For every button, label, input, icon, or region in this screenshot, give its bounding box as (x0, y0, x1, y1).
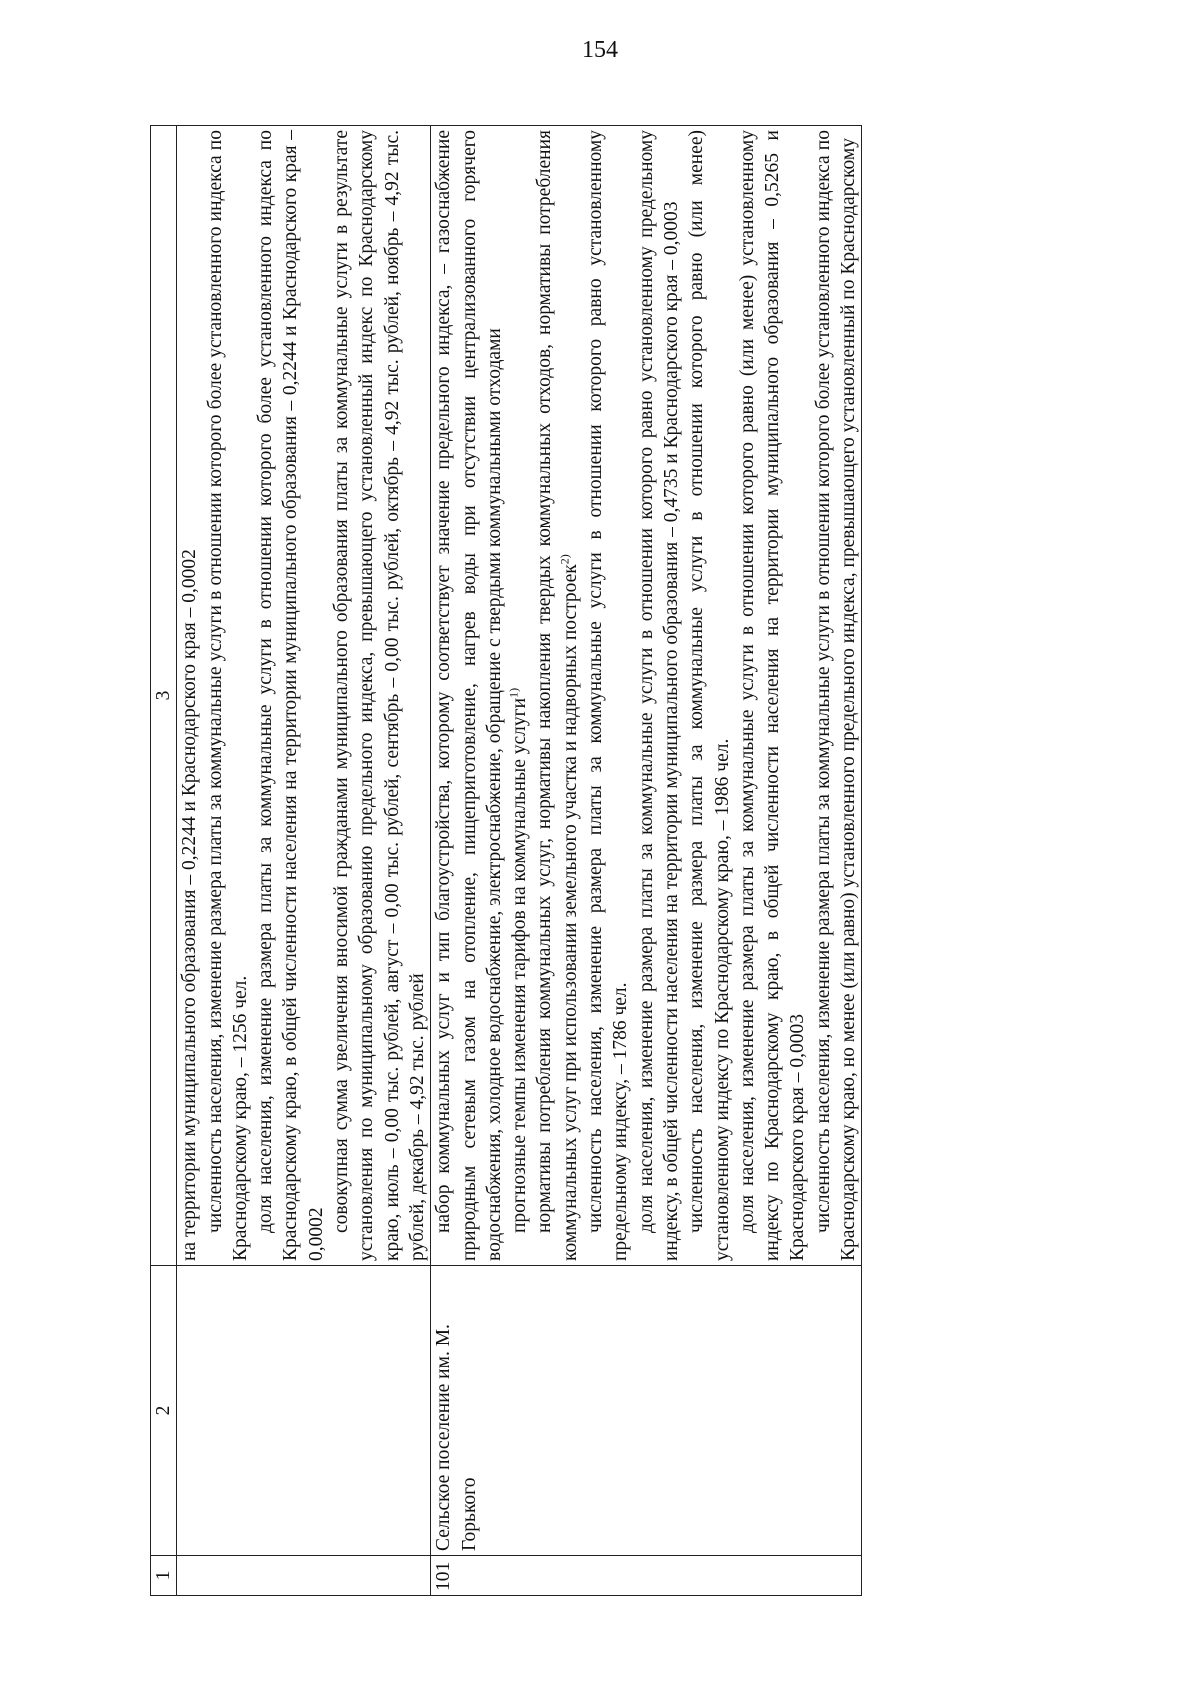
indicator-text: численность населения, изменение размера платы за коммунальные услуги в отношении которого более установленного индекса по Краснодарскому краю, но менее (или равно) установленного предельного индекса, превышающего установленный по Краснодарскому (812, 130, 860, 1261)
municipality-name: Сельское поселение им. М. Горького (431, 1266, 862, 1556)
municipality-name (177, 1266, 431, 1556)
indicator-text: на территории муниципального образования – 0,2244 и Краснодарского края – 0,0002 (179, 549, 201, 1261)
row-number: 101 (431, 1556, 862, 1596)
indicator-text: численность населения, изменение размера платы за коммунальные услуги в отношении которого равно (или менее) установленному индексу по Краснодарскому краю, – 1986 чел. (686, 130, 733, 1261)
table-row (431, 126, 862, 1596)
table-header-row (151, 126, 177, 1596)
indicator-text: нормативы потребления коммунальных услуг, нормативы накопления твердых коммунальных отходов, нормативы потребления коммунальных услуг при использовании земельного участка и надворных построек (534, 130, 581, 1261)
indicator-text: прогнозные темпы изменения тарифов на коммунальные услуги (509, 697, 531, 1233)
footnote-marker: 1) (506, 687, 521, 698)
indicators-cell (177, 126, 431, 1266)
indicator-paragraph (684, 130, 735, 1261)
indicator-text: численность населения, изменение размера платы за коммунальные услуги в отношении которого равно установленному предельному индексу, – 1786 чел. (585, 130, 632, 1261)
indicator-text: совокупная сумма увеличения вносимой гражданами муниципального образования платы за коммунальные услуги в результате установления по муниципальному образованию предельного индекса, превышающего установленный индекс по Краснодарскому краю, июль – 0,00 тыс. рублей, август – 0,00 тыс. рублей, сентябрь – 0,00 тыс. рублей, октябрь – 4,92 тыс. рублей, ноябрь – 4,92 тыс. рублей, декабрь – 4,92 тыс. рублей (331, 130, 428, 1261)
indicator-paragraph (177, 130, 202, 1261)
indicator-paragraph (329, 130, 430, 1261)
indicator-paragraph (583, 130, 634, 1261)
column-header: 3 (151, 126, 177, 1266)
indicator-text: численность населения, изменение размера платы за коммунальные услуги в отношении которого более установленного индекса по Краснодарскому краю, – 1256 чел. (204, 130, 251, 1261)
indicators-cell (431, 126, 862, 1266)
indicator-text: доля населения, изменение размера платы за коммунальные услуги в отношении которого более установленного индекса по Краснодарскому краю, в общей численности населения на территории муниципального образования – 0,2244 и Краснодарского края – 0,0002 (255, 130, 327, 1261)
rotated-table-frame (150, 126, 1080, 1596)
column-header: 2 (151, 1266, 177, 1556)
page-number: 154 (582, 37, 618, 63)
indicator-text: набор коммунальных услуг и тип благоустройства, которому соответствует значение предельного индекса, – газоснабжение природным сетевым газом на отопление, пищеприготовление, нагрев воды при отсутствии централизованного горячего водоснабжения, холодное водоснабжение, электроснабжение, обращение с твердыми коммунальными отходами (433, 130, 505, 1261)
indicator-paragraph (811, 130, 862, 1261)
indicator-paragraph (253, 130, 329, 1261)
indicator-paragraph (735, 130, 811, 1261)
indicator-text: доля населения, изменение размера платы за коммунальные услуги в отношении которого равно (или менее) установленному индексу по Краснодарскому краю, в общей численности населения на территории муниципального образования – 0,5265 и Краснодарского края – 0,0003 (736, 130, 809, 1261)
indicator-paragraph (634, 130, 685, 1261)
column-header: 1 (151, 1556, 177, 1596)
indicator-paragraph (203, 130, 254, 1261)
row-number (177, 1556, 431, 1596)
indicator-paragraph (507, 130, 532, 1261)
indicator-paragraph (532, 130, 583, 1261)
table-row (177, 126, 431, 1596)
table-body (177, 126, 862, 1596)
indicator-paragraph (431, 130, 507, 1261)
footnote-marker: 2) (557, 554, 572, 565)
document-table (150, 125, 862, 1596)
indicator-text: доля населения, изменение размера платы за коммунальные услуги в отношении которого равно установленному предельному индексу, в общей численности населения на территории муниципального образования – 0,4735 и Краснодарского края – 0,0003 (635, 130, 682, 1261)
